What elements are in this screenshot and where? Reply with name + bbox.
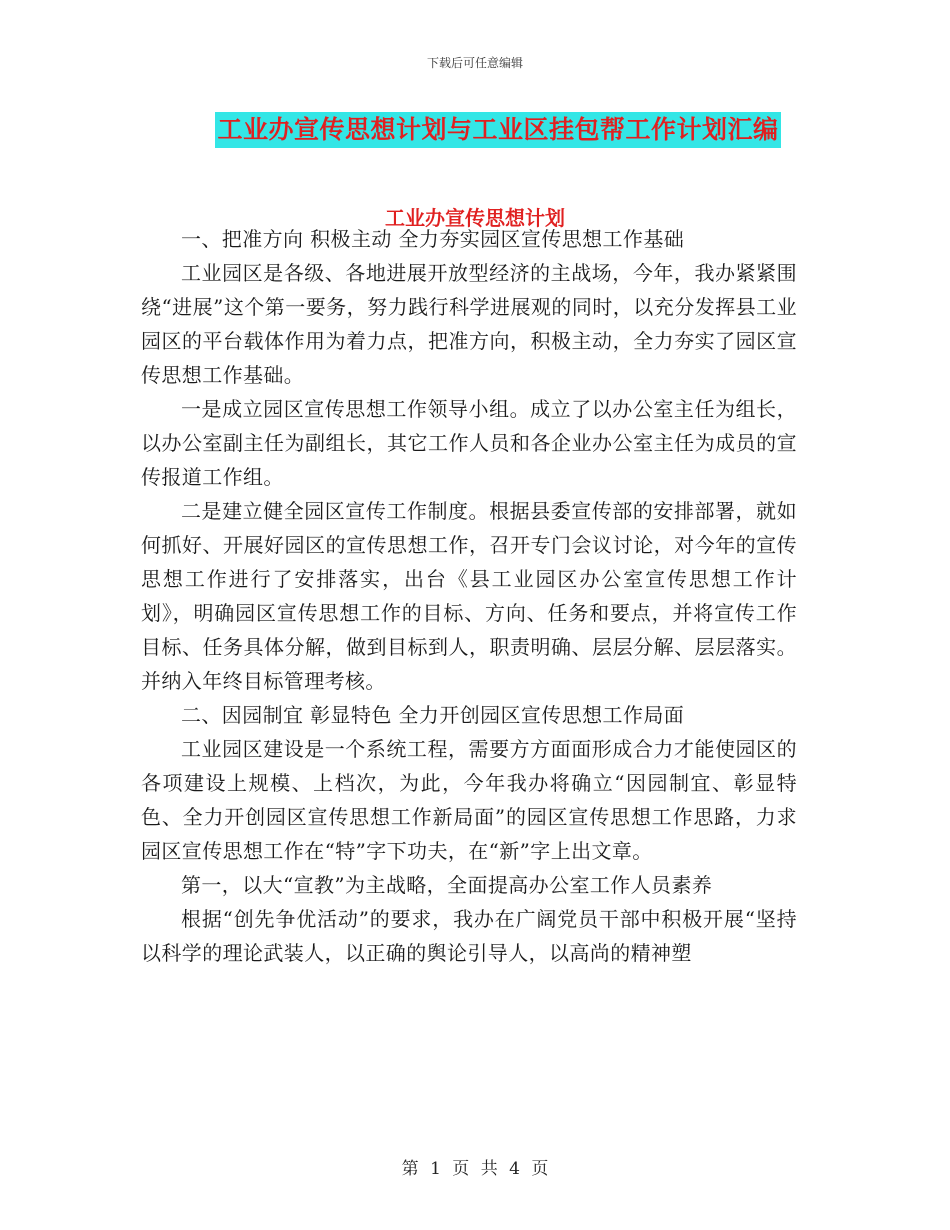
heading-paragraph-1: 一、把准方向 积极主动 全力夯实园区宣传思想工作基础 [181, 227, 685, 251]
heading-paragraph-3: 第一，以大“宣教”为主战略，全面提高办公室工作人员素养 [181, 873, 713, 897]
body-paragraph: 根据“创先争优活动”的要求，我办在广阔党员干部中积极开展“坚持以科学的理论武装人，以正确的舆论引导人，以高尚的精神塑 [141, 907, 797, 965]
page-number: 第 1 页 共 4 页 [401, 1159, 549, 1179]
body-paragraph: 二是建立健全园区宣传工作制度。根据县委宣传部的安排部署，就如何抓好、开展好园区的宣传思想工作，召开专门会议讨论，对今年的宣传思想工作进行了安排落实，出台《县工业园区办公室宣传思想工作计划》，明确园区宣传思想工作的目标、方向、任务和要点，并将宣传工作目标、任务具体分解，做到目标到人，职责明确、层层分解、层层落实。并纳入年终目标管理考核。 [141, 499, 797, 693]
body-paragraph: 工业园区建设是一个系统工程，需要方方面面形成合力才能使园区的各项建设上规模、上档次，为此，今年我办将确立“因园制宜、彰显特色、全力开创园区宣传思想工作新局面”的园区宣传思想工作思路，力求园区宣传思想工作在“特”字下功夫，在“新”字上出文章。 [141, 737, 797, 863]
body-paragraph: 工业园区是各级、各地进展开放型经济的主战场，今年，我办紧紧围绕“进展”这个第一要务，努力践行科学进展观的同时，以充分发挥县工业园区的平台载体作用为着力点，把准方向，积极主动，全力夯实了园区宣传思想工作基础。 [141, 261, 797, 387]
heading-paragraph-2: 二、因园制宜 彰显特色 全力开创园区宣传思想工作局面 [181, 703, 685, 727]
document-body [141, 222, 797, 970]
body-paragraph: 一是成立园区宣传思想工作领导小组。成立了以办公室主任为组长，以办公室副主任为副组长，其它工作人员和各企业办公室主任为成员的宣传报道工作组。 [141, 397, 797, 489]
document-title: 工业办宣传思想计划与工业区挂包帮工作计划汇编 [215, 112, 780, 148]
section-title: 工业办宣传思想计划 [385, 206, 565, 230]
page-header-note: 下载后可任意编辑 [426, 56, 523, 70]
main-title-wrap [0, 112, 950, 148]
